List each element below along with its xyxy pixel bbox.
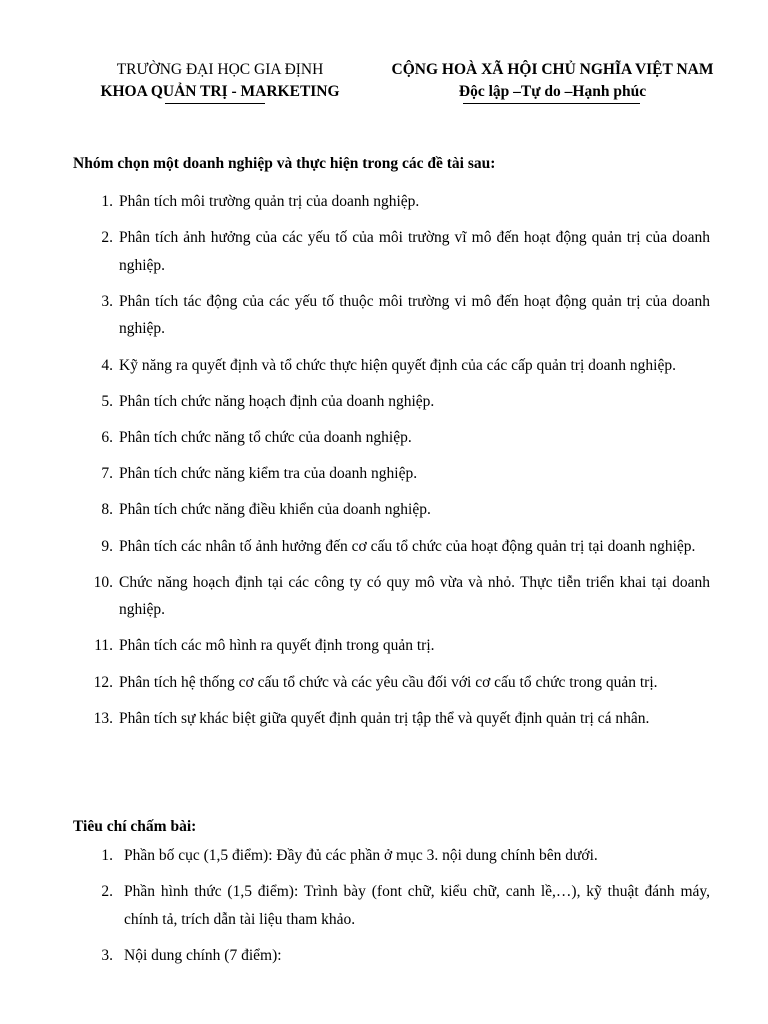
faculty-name: KHOA QUẢN TRỊ - MARKETING xyxy=(100,83,340,100)
intro-heading: Nhóm chọn một doanh nghiệp và thực hiện trong các đề tài sau: xyxy=(73,155,496,172)
list-item xyxy=(73,496,710,524)
item-text: Chức năng hoạch định tại các công ty có quy mô vừa và nhỏ. Thực tiễn triển khai tại doanh nghiệp. xyxy=(119,573,710,619)
list-item xyxy=(73,705,710,733)
motto-underline xyxy=(463,103,640,104)
topic-list xyxy=(73,188,710,741)
item-text: Phân tích các mô hình ra quyết định trong quản trị. xyxy=(119,637,435,655)
item-number: 7. xyxy=(101,465,113,483)
criteria-heading: Tiêu chí chấm bài: xyxy=(73,818,197,835)
item-number: 4. xyxy=(101,356,113,374)
list-item xyxy=(73,533,710,561)
item-number: 3. xyxy=(101,946,113,964)
school-header xyxy=(70,59,370,103)
national-motto: Độc lập –Tự do –Hạnh phúc xyxy=(458,83,647,100)
item-number: 13. xyxy=(93,709,113,727)
item-number: 9. xyxy=(101,537,113,555)
item-text: Kỹ năng ra quyết định và tổ chức thực hiện quyết định của các cấp quản trị doanh nghiệp. xyxy=(119,356,676,374)
list-item xyxy=(73,669,710,697)
national-header xyxy=(370,59,735,103)
list-item xyxy=(73,388,710,416)
item-text: Phân tích các nhân tố ảnh hưởng đến cơ cấu tổ chức của hoạt động quản trị tại doanh nghiệp. xyxy=(119,537,696,555)
item-text: Phân tích môi trường quản trị của doanh nghiệp. xyxy=(119,193,420,210)
item-number: 3. xyxy=(101,292,113,310)
item-number: 12. xyxy=(93,673,113,691)
item-number: 11. xyxy=(94,637,113,655)
item-text: Phân tích tác động của các yếu tố thuộc môi trường vi mô đến hoạt động quản trị của doanh nghiệp. xyxy=(119,292,710,338)
item-text: Phân tích chức năng điều khiển của doanh nghiệp. xyxy=(119,501,431,519)
item-text: Phân tích sự khác biệt giữa quyết định quản trị tập thể và quyết định quản trị cá nhân. xyxy=(119,709,650,727)
item-number: 1. xyxy=(101,193,113,210)
list-item xyxy=(73,224,710,279)
item-number: 1. xyxy=(101,847,113,864)
list-item xyxy=(73,569,710,624)
list-item xyxy=(73,460,710,488)
item-number: 2. xyxy=(101,229,113,247)
item-text: Phân tích ảnh hưởng của các yếu tố của môi trường vĩ mô đến hoạt động quản trị của doanh nghiệp. xyxy=(119,229,710,274)
item-number: 6. xyxy=(101,428,113,446)
list-item xyxy=(73,424,710,452)
item-text: Nội dung chính (7 điểm): xyxy=(124,946,282,964)
list-item xyxy=(73,288,710,343)
list-item xyxy=(73,188,710,216)
item-number: 10. xyxy=(93,573,113,591)
list-item xyxy=(73,842,710,870)
list-item xyxy=(73,942,710,970)
list-item xyxy=(73,878,710,933)
criteria-list xyxy=(73,842,710,978)
item-text: Phân tích chức năng kiểm tra của doanh nghiệp. xyxy=(119,465,418,483)
item-text: Phần bố cục (1,5 điểm): Đầy đủ các phần ở mục 3. nội dung chính bên dưới. xyxy=(124,847,598,864)
list-item xyxy=(73,632,710,660)
item-text: Phân tích chức năng hoạch định của doanh nghiệp. xyxy=(119,392,435,410)
faculty-underline xyxy=(165,103,265,104)
list-item xyxy=(73,352,710,380)
item-number: 5. xyxy=(101,392,113,410)
item-text: Phân tích chức năng tổ chức của doanh nghiệp. xyxy=(119,428,412,446)
item-number: 2. xyxy=(101,883,113,901)
item-number: 8. xyxy=(101,501,113,519)
item-text: Phân tích hệ thống cơ cấu tổ chức và các yêu cầu đối với cơ cấu tổ chức trong quản trị. xyxy=(119,673,658,691)
school-name: TRƯỜNG ĐẠI HỌC GIA ĐỊNH xyxy=(116,61,324,78)
national-title: CỘNG HOÀ XÃ HỘI CHỦ NGHĨA VIỆT NAM xyxy=(391,61,714,78)
item-text: Phần hình thức (1,5 điểm): Trình bày (font chữ, kiểu chữ, canh lề,…), kỹ thuật đánh máy, chính tả, trích dẫn tài liệu tham khảo. xyxy=(124,883,710,928)
